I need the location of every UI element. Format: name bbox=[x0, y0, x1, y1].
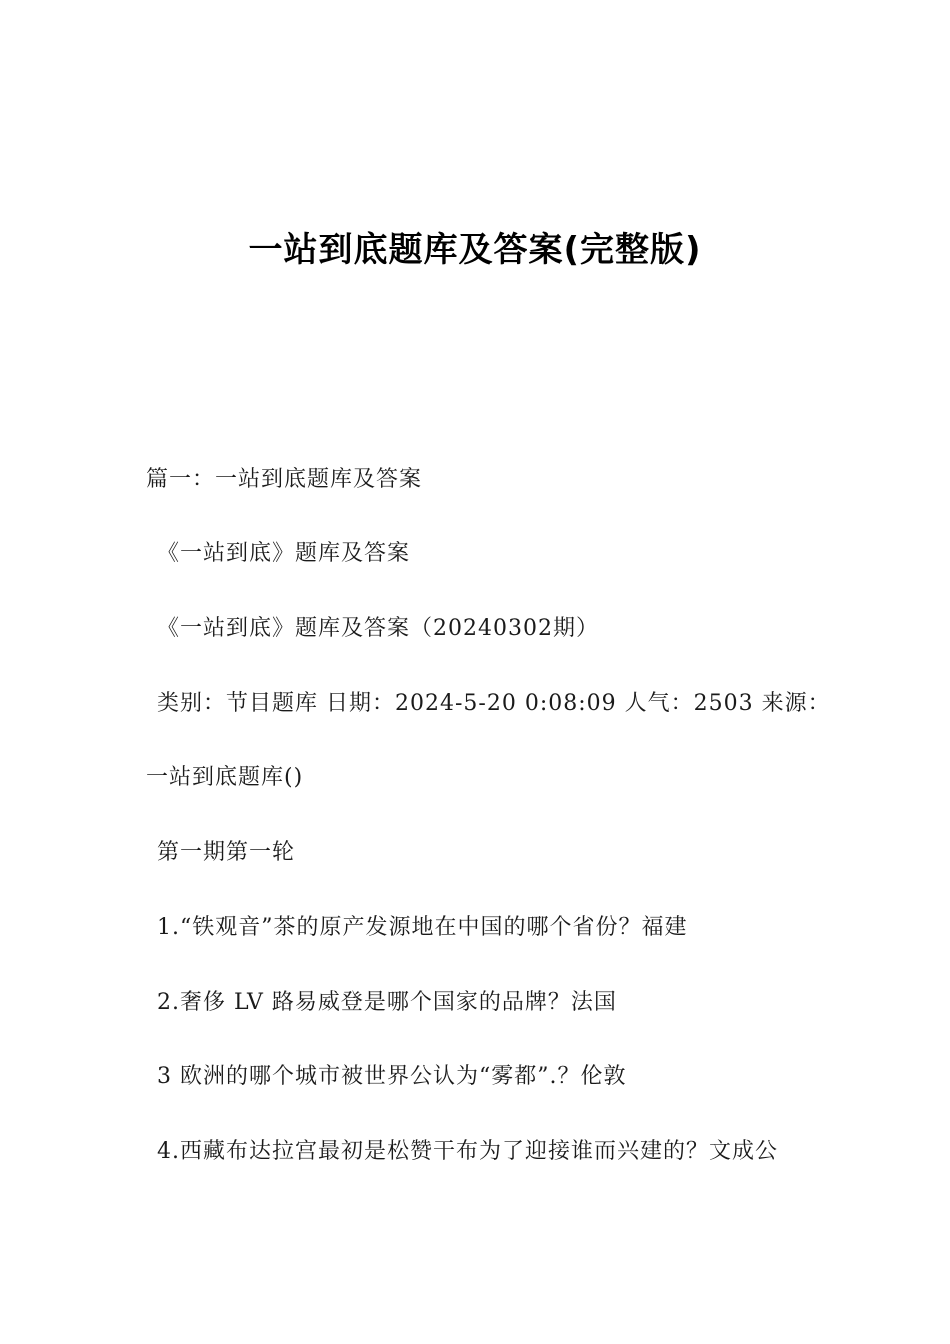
issue-line: 《一站到底》题库及答案（20240302期） bbox=[157, 616, 599, 641]
source-line: 一站到底题库() bbox=[146, 765, 304, 790]
document-title: 一站到底题库及答案(完整版) bbox=[248, 230, 702, 270]
question-item: 4.西藏布达拉宫最初是松赞干布为了迎接谁而兴建的？文成公 bbox=[157, 1139, 778, 1164]
question-item: 3 欧洲的哪个城市被世界公认为“雾都”.？伦敦 bbox=[157, 1064, 627, 1089]
subtitle-line: 《一站到底》题库及答案 bbox=[157, 541, 411, 566]
round-heading: 第一期第一轮 bbox=[157, 840, 296, 865]
meta-line: 类别：节目题库 日期：2024-5-20 0:08:09 人气：2503 来源： bbox=[157, 691, 831, 716]
question-item: 2.奢侈 LV 路易威登是哪个国家的品牌？法国 bbox=[157, 990, 617, 1015]
question-item: 1.“铁观音”茶的原产发源地在中国的哪个省份？福建 bbox=[157, 915, 688, 940]
section-heading: 篇一：一站到底题库及答案 bbox=[146, 467, 423, 492]
